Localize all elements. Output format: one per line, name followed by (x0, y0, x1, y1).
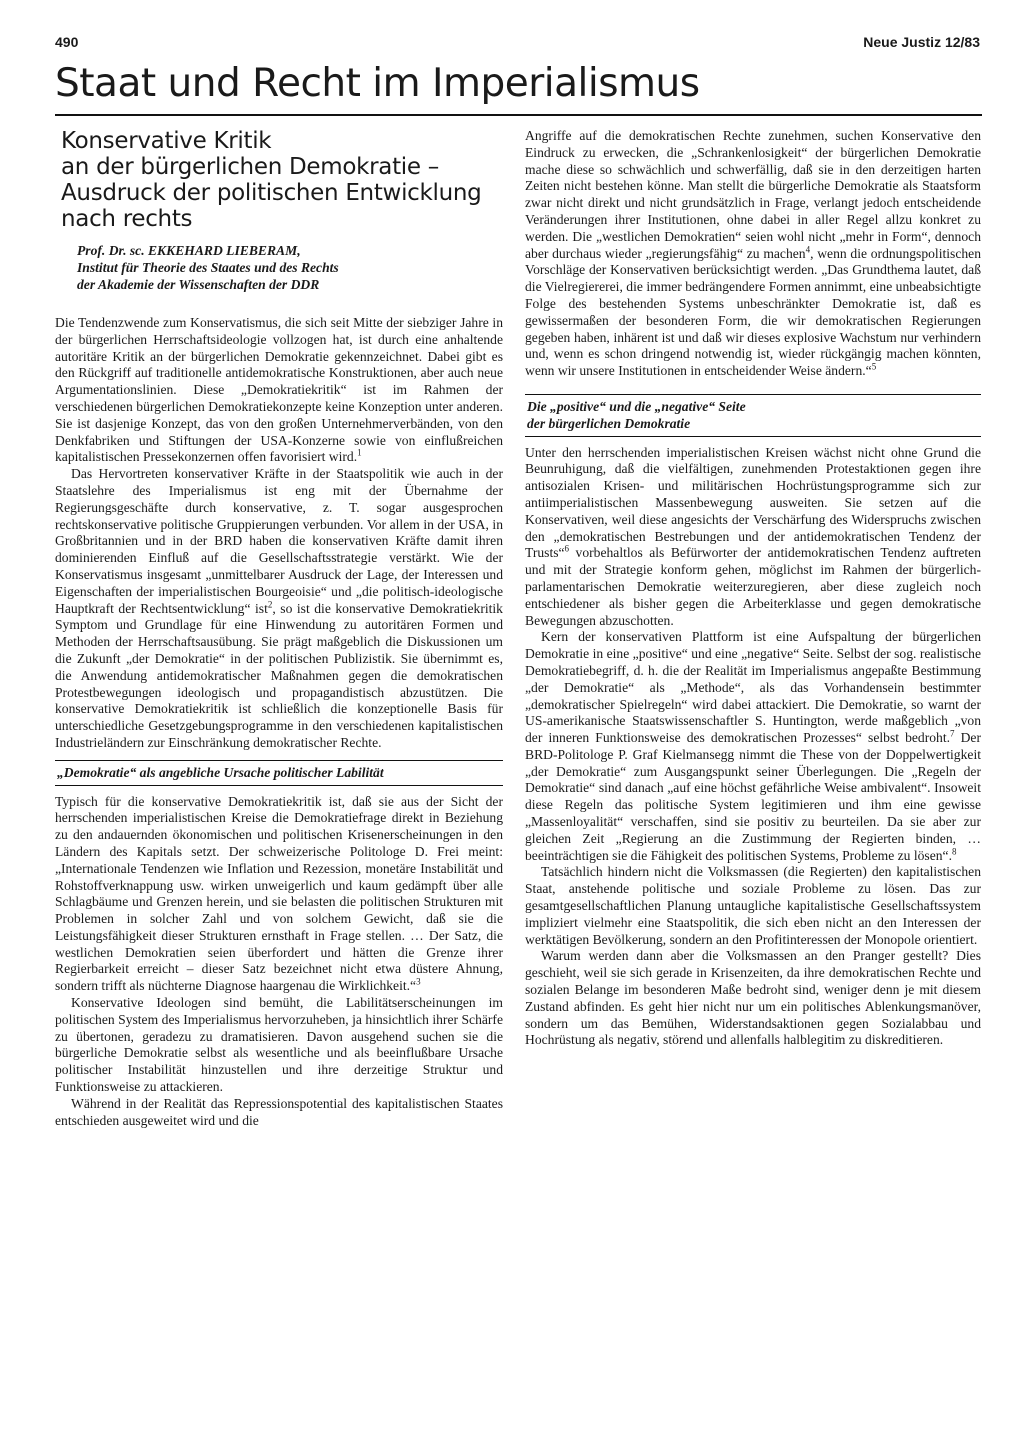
paragraph (525, 128, 981, 380)
footnote-ref: 2 (267, 599, 273, 610)
footnote-ref: 3 (416, 976, 421, 987)
author-affiliation: der Akademie der Wissenschaften der DDR (77, 277, 320, 292)
paragraph-text: vorbehaltlos als Befürworter der antidemokratischen Tendenz auftreten und mit der Strategie konform gehen, möglichst im Rahmen der bürgerlich-parlamentarischen Demokratie weiterzuregieren, aber diese zugleich noch entschiedener als bisher gegen die Arbeiterklasse und gegen demokratische Bewegungen abzuschotten. (525, 545, 981, 628)
paragraph: Während in der Realität das Repressionspotential des kapitalistischen Staates entschieden ausgeweitet wird und die (55, 1095, 503, 1128)
article-title-line: an der bürgerlichen Demokratie – (61, 154, 439, 180)
footnote-ref: 6 (564, 543, 570, 554)
subheading: „Demokratie“ als angebliche Ursache politischer Labilität (55, 760, 503, 786)
article-title-line: Ausdruck der politischen Entwicklung (61, 180, 482, 206)
left-column (55, 128, 503, 1129)
footnote-ref: 8 (951, 846, 957, 857)
paragraph-text: , so ist die konservative Demokratiekritik Symptom und Grundlage für eine Hinwendung zu autoritären Formen und Methoden der Herrschaftsausübung. Sie prägt maßgeblich die Diskussionen um die Zukunft „der Demokratie“ in der politischen Publizistik. Sie übernimmt es, die Anwendung antidemokratischer Maßnahmen gegen die demokratischen Protestbewegungen ideologisch und propagandistisch abzustützen. Die konservative Demokratiekritik ist schließlich die konzeptionelle Basis für unterschiedliche Gesetzgebungsprogramme in den verschiedenen kapitalistischen Industrieländern zur Einschränkung demokratischer Rechte. (55, 600, 503, 750)
paragraph-text: Die Tendenzwende zum Konservatismus, die sich seit Mitte der siebziger Jahre in der bürgerlichen Herrschaftsideologie vollzogen hat, ist durch eine anhaltende autoritäre Kritik an der bürgerlichen Demokratie gekennzeichnet. Dabei gibt es den Rückgriff auf traditionelle antidemokratische Konstruktionen, aber auch neue Argumentationslinien. Diese „Demokratiekritik“ ist im Rahmen der verschiedenen bürgerlichen Demokratiekonzepte keine Konzeption unter anderen. Sie ist dasjenige Konzept, das von den großen Unternehmerverbänden, von den Denkfabriken und Stiftungen der USA-Konzerne sowie von einflußreichen kapitalistischen Pressekonzernen offen favorisiert wird. (55, 315, 503, 465)
right-column (525, 128, 981, 1049)
subheading-line: der bürgerlichen Demokratie (527, 415, 691, 431)
paragraph-text: Das Hervortreten konservativer Kräfte in der Staatspolitik wie auch in der Staatslehre des Imperialismus ist eng mit der Übernahme der Regierungsgeschäfte durch konservative, z. T. sogar ausgesprochen rechtskonservative politische Gruppierungen verbunden. Vor allem in der USA, in Großbritannien und in der BRD haben die konservativen Kräfte damit ihren dominierenden Einfluß auf die Gesellschaftsstrategie verstärkt. Wie der Konservatismus insgesamt „unmittelbarer Ausdruck der Lage, der Interessen und Eigenschaften der imperialistischen Bourgeoisie“ und „die politisch-ideologische Hauptkraft der Rechtsentwicklung“ ist (55, 466, 503, 616)
footnote-ref: 4 (805, 244, 811, 255)
paragraph: Konservative Ideologen sind bemüht, die Labilitätserscheinungen im politischen System des Imperialismus hervorzuheben, ja hinsichtlich ihrer Schärfe zu übertonen, geradezu zu dramatisieren. Davon ausgehend suchen sie die bürgerliche Demokratie selbst als wesentliche und als beeinflußbare Ursache politischer Instabilität hinzustellen und ihre derzeitige Struktur und Funktionsweise zu attackieren. (55, 995, 503, 1095)
paragraph (525, 445, 981, 630)
paragraph (525, 629, 981, 864)
paragraph-text: , wenn die ordnungspolitischen Vorschläge der Konservativen berücksichtigt werden. „Das Grundthema lautet, daß die Vielregiererei, die immer bedrängendere Formen annimmt, eine unbeabsichtigte Folge des bestehenden Systems unbeschränkter Demokratie ist, daß es gewissermaßen der besonderen Form, die wir demokratischen Regierungen gegeben haben, inhärent ist und daß wir dieses explosive Wachstum nur verhindern und, wenn es schon dringend notwendig ist, wieder rückgängig machen könnten, wenn wir unsere Institutionen in entscheidender Weise ändern.“ (525, 245, 981, 379)
footnote-ref: 7 (950, 728, 955, 739)
author-block (77, 242, 503, 293)
page-number: 490 (55, 34, 79, 50)
article-title-line: nach rechts (61, 206, 193, 232)
paragraph: Warum werden dann aber die Volksmassen an den Pranger gestellt? Dies geschieht, weil sie sich gerade in Krisenzeiten, da ihre demokratischen Rechte und sozialen Belange im besonderen Maße bedroht sind, weniger denn je mit diesem Zustand abfinden. Es geht hier nicht nur um ein politisches Ablenkungsmanöver, sondern um das Bemühen, Widerstandsaktionen gegen Sozialabbau und Hochrüstung als negativ, störend und allenfalls halblegitim zu diskreditieren. (525, 948, 981, 1048)
section-title: Staat und Recht im Imperialismus (55, 56, 982, 116)
paragraph: Tatsächlich hindern nicht die Volksmassen (die Regierten) den kapitalistischen Staat, anstehende politische und soziale Probleme zu lösen. Das zur gesamtgesellschaftlichen Planung untaugliche kapitalistische Gesellschaftssystem impliziert vielmehr eine Staatspolitik, die sich eben nicht an den Interessen der werktätigen Bevölkerung, sondern an den Profitinteressen der Monopole orientiert. (525, 864, 981, 947)
footnote-ref: 5 (871, 361, 877, 372)
author-affiliation: Institut für Theorie des Staates und des Rechts (77, 260, 339, 275)
paragraph-text: Der BRD-Politologe P. Graf Kielmansegg nimmt die These von der Doppelwertigkeit „der Demokratie“ zum Ausgangspunkt seiner Überlegungen. Die „Regeln der Demokratie“ sind danach „auf eine höchst gefährliche Weise ambivalent“. Insoweit diese Regeln das politische System legitimieren und ihm eine gewisse „Massenloyalität“ verschaffen, sind sie positiv zu beurteilen. Da sie aber zur gleichen Zeit „Regierung an die Zustimmung der Regierten binden, … beeinträchtigen sie die Fähigkeit des politischen Systems, Probleme zu lösen“. (525, 730, 981, 863)
journal-issue: Neue Justiz 12/83 (863, 34, 980, 50)
subheading-line: Die „positive“ und die „negative“ Seite (527, 398, 746, 414)
article-title (61, 128, 503, 232)
paragraph (55, 315, 503, 466)
paragraph-text: Angriffe auf die demokratischen Rechte zunehmen, suchen Konservative den Eindruck zu erwecken, die „Schrankenlosigkeit“ der bürgerlichen Demokratie mache diese so schwächlich und schwerfällig, daß sie in den derzeitigen harten Zeiten nicht bestehen könne. Man stellt die bürgerliche Demokratie als Staatsform zwar nicht direkt und nicht grundsätzlich in Frage, verlangt jedoch entscheidende Veränderungen ihrer Institutionen, ohne dabei in aller Regel allzu konkret zu werden. Die „westlichen Demokratien“ seien wohl nicht „mehr in Form“, dennoch aber durchaus wieder „regierungsfähig“ zu machen (525, 128, 981, 261)
author-name: Prof. Dr. sc. EKKEHARD LIEBERAM, (77, 243, 301, 258)
footnote-ref: 1 (357, 447, 362, 458)
paragraph (55, 466, 503, 752)
paragraph-text: Typisch für die konservative Demokratiekritik ist, daß sie aus der Sicht der herrschenden imperialistischen Kreise die Demokratiefrage direkt in Beziehung zu den andauernden ökonomischen und politischen Krisenerscheinungen in den Ländern des Kapitals setzt. Der schweizerische Politologe D. Frei meint: „Internationale Tendenzen wie Inflation und Rezession, monetäre Instabilität und Rohstoffverknappung usw. wirken unweigerlich und kaum gedämpft über alle Schlagbäume und Grenzen herein, und sie belasten die politischen Strukturen mit Problemen in solcher Zahl und von solchem Gewicht, daß sie die Leistungsfähigkeit dieser Strukturen ernsthaft in Frage stellen. … Der Satz, die westlichen Demokratien seien überfordert und hätten die Grenze ihrer Regierbarkeit erreicht – dieser Satz bezeichnet nicht etwa düstere Ahnung, sondern trifft als nüchterne Diagnose haargenau die Wirklichkeit.“ (55, 793, 503, 994)
paragraph (55, 794, 503, 996)
paragraph-text: Unter den herrschenden imperialistischen Kreisen wächst nicht ohne Grund die Beunruhigung, daß die vielfältigen, zunehmenden Protestaktionen gegen ihre antisozialen Krisen- und militärischen Hochrüstungsprogramme sich zur antiimperialistischen Massenbewegung ausweiten. Sie setzen auf die Konservativen, weil diese angesichts der Verschärfung des Widerspruchs zwischen den „demokratischen Bestrebungen und der antidemokratischen Tendenz der Trusts“ (525, 444, 981, 561)
article-title-line: Konservative Kritik (61, 128, 272, 154)
subheading (525, 394, 981, 437)
paragraph-text: Kern der konservativen Plattform ist eine Aufspaltung der bürgerlichen Demokratie in eine „positive“ und eine „negative“ Seite. Selbst der sog. realistische Demokratiebegriff, d. h. die der Realität im Imperialismus angepaßte Bestimmung „der Demokratie“ als „Methode“, als das Vorhandensein bestimmter „demokratischer Spielregeln“ wird dabei attackiert. Die Demokratie, so warnt der US-amerikanische Staatswissenschaftler S. Huntington, werde maßgeblich „von der inneren Funktionsweise des demokratischen Prozesses“ selbst bedroht. (525, 629, 981, 746)
